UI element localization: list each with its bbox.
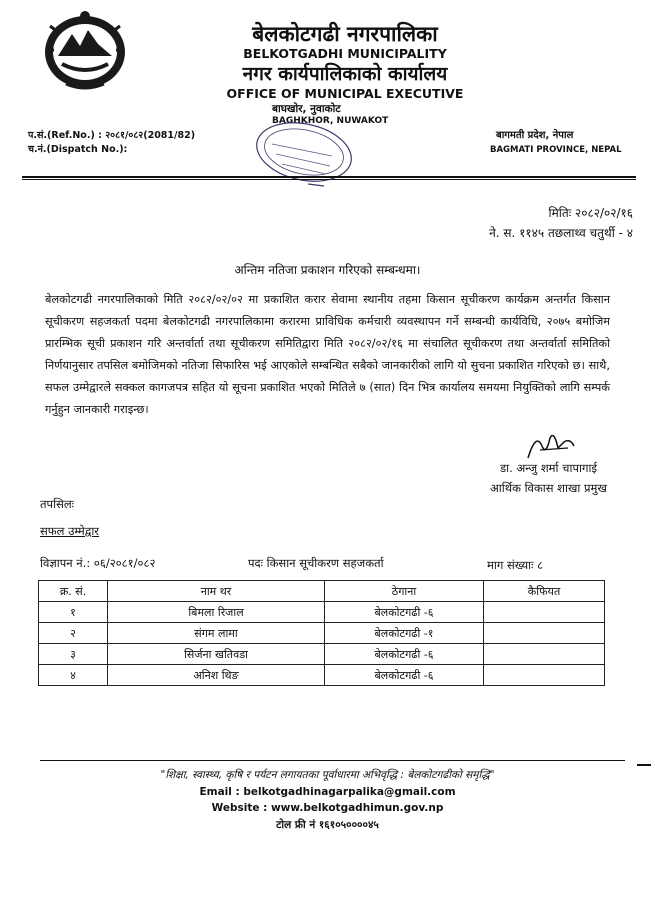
header-rule bbox=[22, 176, 636, 178]
dispatch-number: च.नं.(Dispatch No.): bbox=[28, 144, 128, 155]
footer-toll-free: टोल फ्री नं १६१०५००००४५ bbox=[276, 819, 379, 831]
signatory-name: डा. अन्जु शर्मा चापागाई bbox=[500, 461, 598, 475]
footer-dash bbox=[637, 764, 651, 766]
cell-remarks bbox=[484, 665, 605, 686]
demand-number: माग संख्याः ८ bbox=[487, 558, 544, 572]
province-np: बागमती प्रदेश, नेपाल bbox=[496, 130, 574, 141]
successful-candidates-heading: सफल उम्मेद्वार bbox=[40, 524, 100, 538]
cell-serial: १ bbox=[39, 602, 108, 623]
cell-serial: ४ bbox=[39, 665, 108, 686]
address-np: बाघखोर, नुवाकोट bbox=[272, 103, 341, 115]
table-row bbox=[39, 665, 605, 686]
cell-name: अनिश थिङ bbox=[108, 665, 325, 686]
table-row bbox=[39, 644, 605, 665]
cell-name: बिमला रिजाल bbox=[108, 602, 325, 623]
table-row bbox=[39, 602, 605, 623]
cell-remarks bbox=[484, 623, 605, 644]
advertisement-number: विज्ञापन नं.: ०६/२०८१/०८२ bbox=[40, 556, 156, 570]
footer-email: Email : belkotgadhinagarpalika@gmail.com bbox=[199, 786, 456, 798]
executive-office-np: नगर कार्यपालिकाको कार्यालय bbox=[242, 63, 448, 85]
col-remarks: कैफियत bbox=[484, 581, 605, 602]
col-address: ठेगाना bbox=[325, 581, 484, 602]
subject-line: अन्तिम नतिजा प्रकाशन गरिएको सम्बन्धमा। bbox=[234, 263, 421, 277]
footer-rule bbox=[40, 760, 625, 761]
col-serial: क्र. सं. bbox=[39, 581, 108, 602]
cell-serial: २ bbox=[39, 623, 108, 644]
cell-address: बेलकोटगढी -१ bbox=[325, 623, 484, 644]
cell-name: सिर्जना खतिवडा bbox=[108, 644, 325, 665]
signatory-post: आर्थिक विकास शाखा प्रमुख bbox=[490, 481, 607, 495]
details-heading: तपसिलः bbox=[40, 497, 74, 511]
signature-mark bbox=[520, 428, 580, 464]
cell-address: बेलकोटगढी -६ bbox=[325, 665, 484, 686]
address-en: BAGHKHOR, NUWAKOT bbox=[272, 116, 389, 126]
cell-remarks bbox=[484, 602, 605, 623]
cell-address: बेलकोटगढी -६ bbox=[325, 602, 484, 623]
footer-motto: "शिक्षा, स्वास्थ्य, कृषि र पर्यटन लगायतका पूर्वाधारमा अभिवृद्धि : बेलकोटगढीको समृद्धि" bbox=[160, 769, 495, 781]
office-name-en: BELKOTGADHI MUNICIPALITY bbox=[243, 46, 447, 61]
col-name: नाम थर bbox=[108, 581, 325, 602]
table-row bbox=[39, 623, 605, 644]
municipality-logo bbox=[36, 4, 134, 94]
cell-serial: ३ bbox=[39, 644, 108, 665]
executive-office-en: OFFICE OF MUNICIPAL EXECUTIVE bbox=[226, 86, 464, 101]
cell-address: बेलकोटगढी -६ bbox=[325, 644, 484, 665]
date-ns: ने. स. ११४५ तछलाथ्व चतुर्थी - ४ bbox=[489, 226, 633, 240]
results-table bbox=[38, 580, 605, 686]
cell-remarks bbox=[484, 644, 605, 665]
office-name-np: बेलकोटगढी नगरपालिका bbox=[252, 22, 438, 46]
footer-website: Website : www.belkotgadhimun.gov.np bbox=[211, 802, 444, 814]
header-rule-thin bbox=[22, 179, 636, 180]
reference-number: प.सं.(Ref.No.) : २०८१/०८२(2081/82) bbox=[28, 130, 196, 141]
post-name: पदः किसान सूचीकरण सहजकर्ता bbox=[248, 556, 384, 570]
table-header-row bbox=[39, 581, 605, 602]
cell-name: संगम लामा bbox=[108, 623, 325, 644]
date-bs: मितिः २०८२/०२/१६ bbox=[548, 206, 633, 220]
notice-body: बेलकोटगढी नगरपालिकाको मिति २०८२/०२/०२ मा प्रकाशित करार सेवामा स्थानीय तहमा किसान सूचीकरण कार्यक्रम अन्तर्गत किसान सूचीकरण सहजकर्ता पदमा बेलकोटगढी नगरपालिकामा करारमा प्राविधिक कर्मचारी व्यवस्थापन गर्ने सम्बन्धी कार्यविधि, २०७५ बमोजिम प्रारम्भिक सूची प्रकाशन गरि अन्तर्वार्ता तथा सूचीकरण समितिद्वारा मिति २०८२/०२/१६ मा संचालित सूचीकरण तथा अन्तर्वार्ता समितिको निर्णयानुसार तपसिल बमोजिमको नतिजा सिफारिस भई आएकोले सम्बन्धित सबैको जानकारीको लागि यो सुचना प्रकाशित गरिएको छ। साथै, सफल उम्मेद्वारले सक्कल कागजपत्र सहित यो सूचना प्रकाशित भएको मितिले ७ (सात) दिन भित्र कार्यालय समयमा नियुक्तिको लागि सम्पर्क गर्नुहुन जानकारी गराइन्छ। bbox=[45, 293, 610, 416]
province-en: BAGMATI PROVINCE, NEPAL bbox=[490, 145, 622, 155]
office-stamp bbox=[242, 114, 360, 194]
